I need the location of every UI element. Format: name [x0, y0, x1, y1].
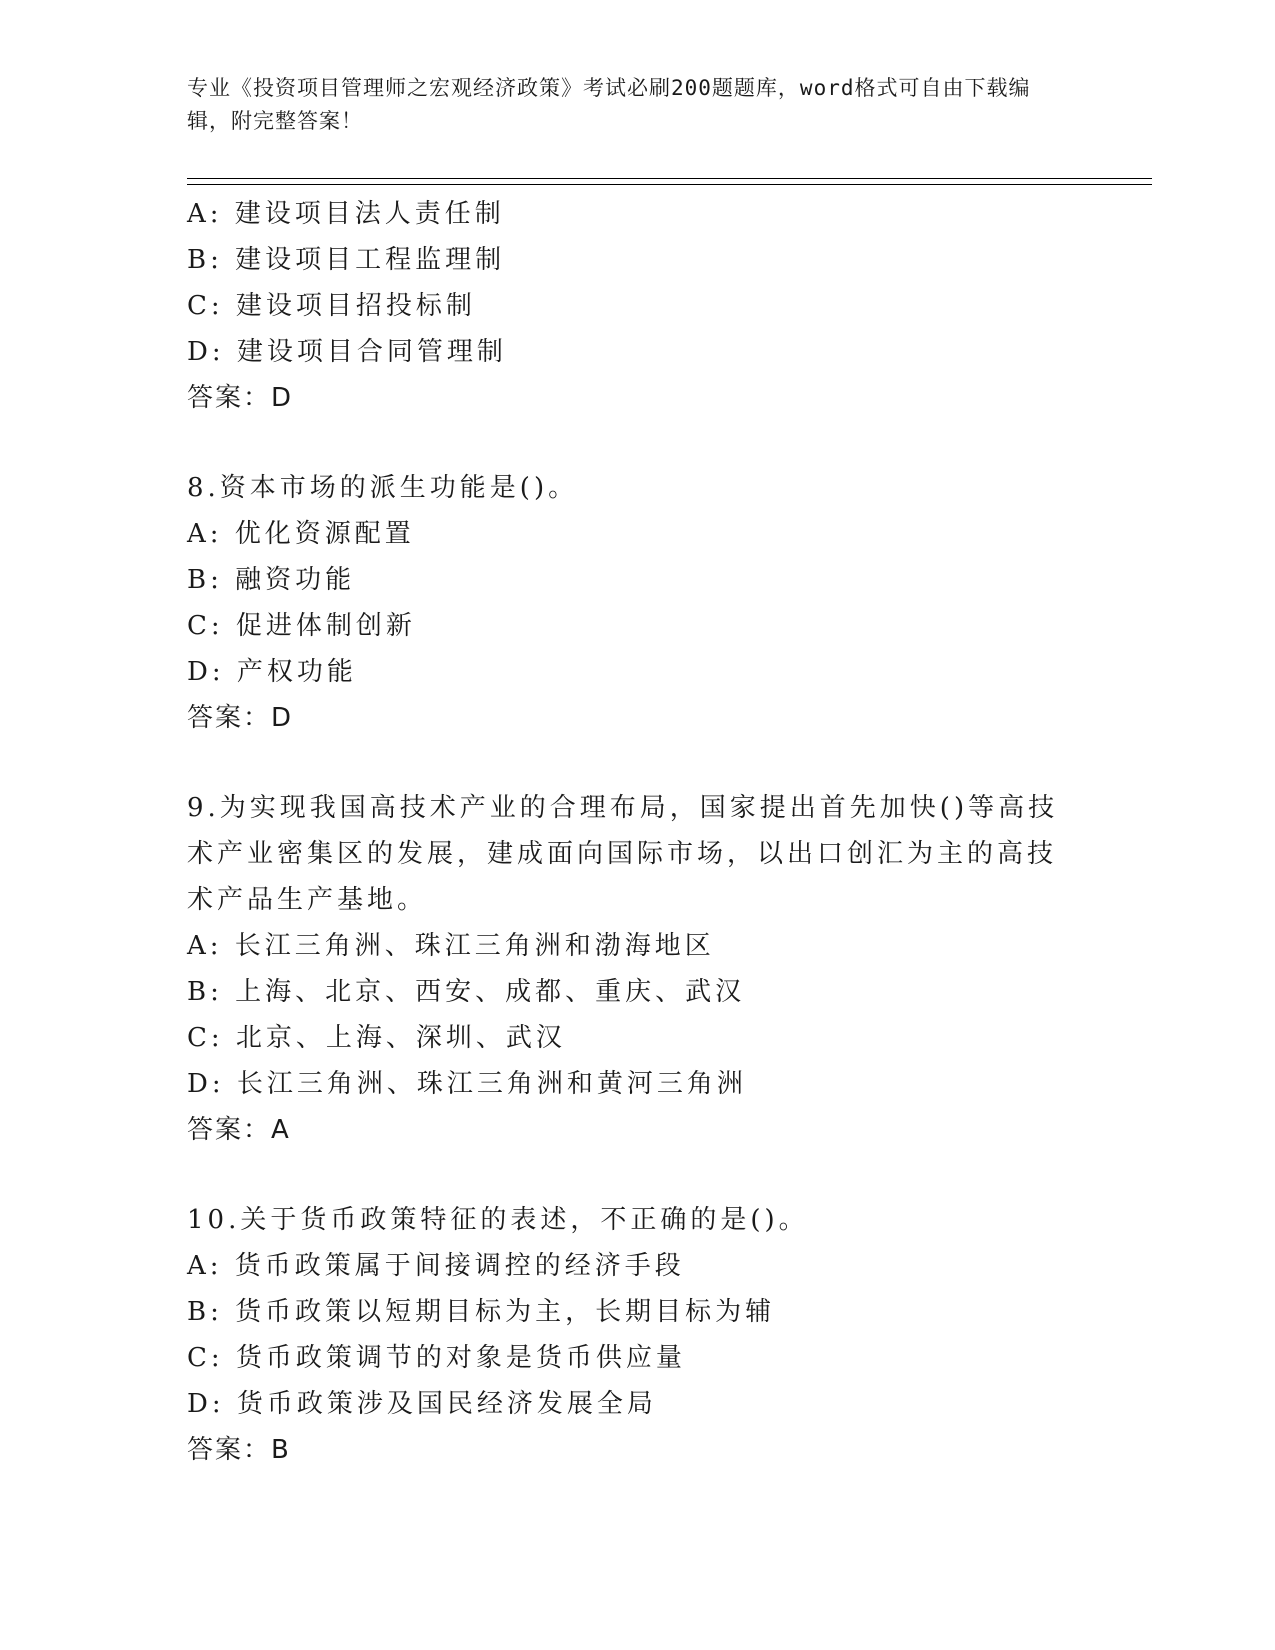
question-8: [187, 465, 1067, 741]
divider-line-bottom: [187, 184, 1152, 185]
option-c: C: 建设项目招投标制: [187, 291, 476, 321]
answer: 答案：B: [187, 1435, 291, 1465]
question-list: [187, 191, 1067, 1473]
question-10: [187, 1197, 1067, 1473]
option-b: B: 货币政策以短期目标为主，长期目标为辅: [187, 1297, 776, 1327]
option-d: D: 货币政策涉及国民经济发展全局: [187, 1389, 657, 1419]
option-c: C: 北京、上海、深圳、武汉: [187, 1023, 566, 1053]
spacer: [187, 741, 1067, 785]
spacer: [187, 421, 1067, 465]
option-d: D: 长江三角洲、珠江三角洲和黄河三角洲: [187, 1069, 747, 1099]
option-c: C: 促进体制创新: [187, 611, 416, 641]
answer: 答案：D: [187, 383, 294, 413]
answer: 答案：A: [187, 1115, 291, 1145]
option-a: A: 建设项目法人责任制: [187, 199, 505, 229]
spacer: [187, 1153, 1067, 1197]
document-intro: [187, 72, 1067, 138]
option-b: B: 建设项目工程监理制: [187, 245, 506, 275]
intro-text: 专业《投资项目管理师之宏观经济政策》考试必刷200题题库，word格式可自由下载编辑，附完整答案！: [187, 76, 1031, 133]
answer: 答案：D: [187, 703, 294, 733]
question-stem: 8.资本市场的派生功能是()。: [187, 473, 579, 503]
question-stem: 9.为实现我国高技术产业的合理布局，国家提出首先加快()等高技术产业密集区的发展，建成面向国际市场，以出口创汇为主的高技术产品生产基地。: [187, 793, 1059, 915]
option-a: A: 长江三角洲、珠江三角洲和渤海地区: [187, 931, 715, 961]
divider-line-top: [187, 178, 1152, 179]
option-b: B: 融资功能: [187, 565, 356, 595]
question-9: [187, 785, 1067, 1153]
option-b: B: 上海、北京、西安、成都、重庆、武汉: [187, 977, 746, 1007]
option-a: A: 货币政策属于间接调控的经济手段: [187, 1251, 685, 1281]
question-stem: 10.关于货币政策特征的表述，不正确的是()。: [187, 1205, 809, 1235]
option-c: C: 货币政策调节的对象是货币供应量: [187, 1343, 686, 1373]
option-d: D: 产权功能: [187, 657, 357, 687]
option-d: D: 建设项目合同管理制: [187, 337, 507, 367]
question-7: [187, 191, 1067, 421]
option-a: A: 优化资源配置: [187, 519, 415, 549]
